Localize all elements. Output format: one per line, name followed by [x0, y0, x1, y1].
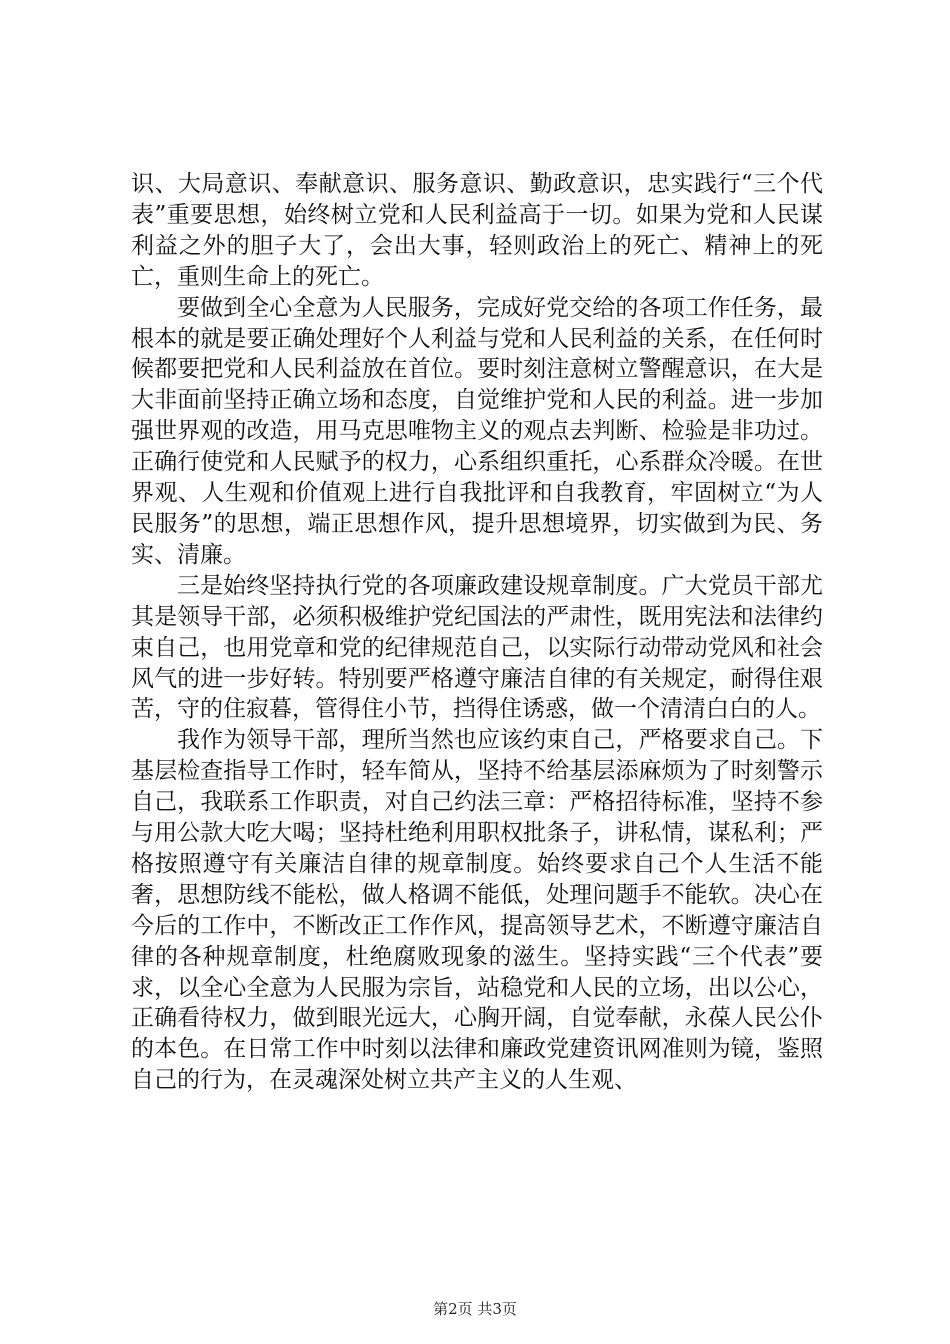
paragraph-integrity-rules: 三是始终坚持执行党的各项廉政建设规章制度。广大党员干部尤其是领导干部，必须积极维护党纪国法的严肃性，既用宪法和法律约束自己，也用党章和党的纪律规范自己，以实际行动带动党风和社会风气的进一步好转。特别要严格遵守廉洁自律的有关规定，耐得住艰苦，守的住寂暮，管得住小节，挡得住诱惑，做一个清清白白的人。: [131, 572, 823, 723]
document-body: [131, 169, 823, 1096]
page-number-footer: 第2页 共3页: [433, 1300, 517, 1318]
paragraph-serve-people: 要做到全心全意为人民服务，完成好党交给的各项工作任务，最根本的就是要正确处理好个人利益与党和人民利益的关系，在任何时候都要把党和人民利益放在首位。要时刻注意树立警醒意识，在大是大非面前坚持正确立场和态度，自觉维护党和人民的利益。进一步加强世界观的改造，用马克思唯物主义的观点去判断、检验是非功过。正确行使党和人民赋予的权力，心系组织重托，心系群众冷暖。在世界观、人生观和价值观上进行自我批评和自我教育，牢固树立“为人民服务”的思想，端正思想作风，提升思想境界，切实做到为民、务实、清廉。: [131, 294, 823, 568]
paragraph-continuation: 识、大局意识、奉献意识、服务意识、勤政意识，忠实践行“三个代表”重要思想，始终树立党和人民利益高于一切。如果为党和人民谋利益之外的胆子大了，会出大事，轻则政治上的死亡、精神上的死亡，重则生命上的死亡。: [131, 171, 823, 290]
paragraph-self-discipline: 我作为领导干部，理所当然也应该约束自己，严格要求自己。下基层检查指导工作时，轻车简从，坚持不给基层添麻烦为了时刻警示自己，我联系工作职责，对自己约法三章：严格招待标准，坚持不参与用公款大吃大喝；坚持杜绝利用职权批条子，讲私情，谋私利；严格按照遵守有关廉洁自律的规章制度。始终要求自己个人生活不能奢，思想防线不能松，做人格调不能低，处理问题手不能软。决心在今后的工作中，不断改正工作作风，提高领导艺术，不断遵守廉洁自律的各种规章制度，杜绝腐败现象的滋生。坚持实践“三个代表”要求，以全心全意为人民服为宗旨，站稳党和人民的立场，出以公心，正确看待权力，做到眼光远大，心胸开阔，自觉奉献，永葆人民公仆的本色。在日常工作中时刻以法律和廉政党建资讯网准则为镜，鉴照自己的行为，在灵魂深处树立共产主义的人生观、: [131, 727, 823, 1094]
